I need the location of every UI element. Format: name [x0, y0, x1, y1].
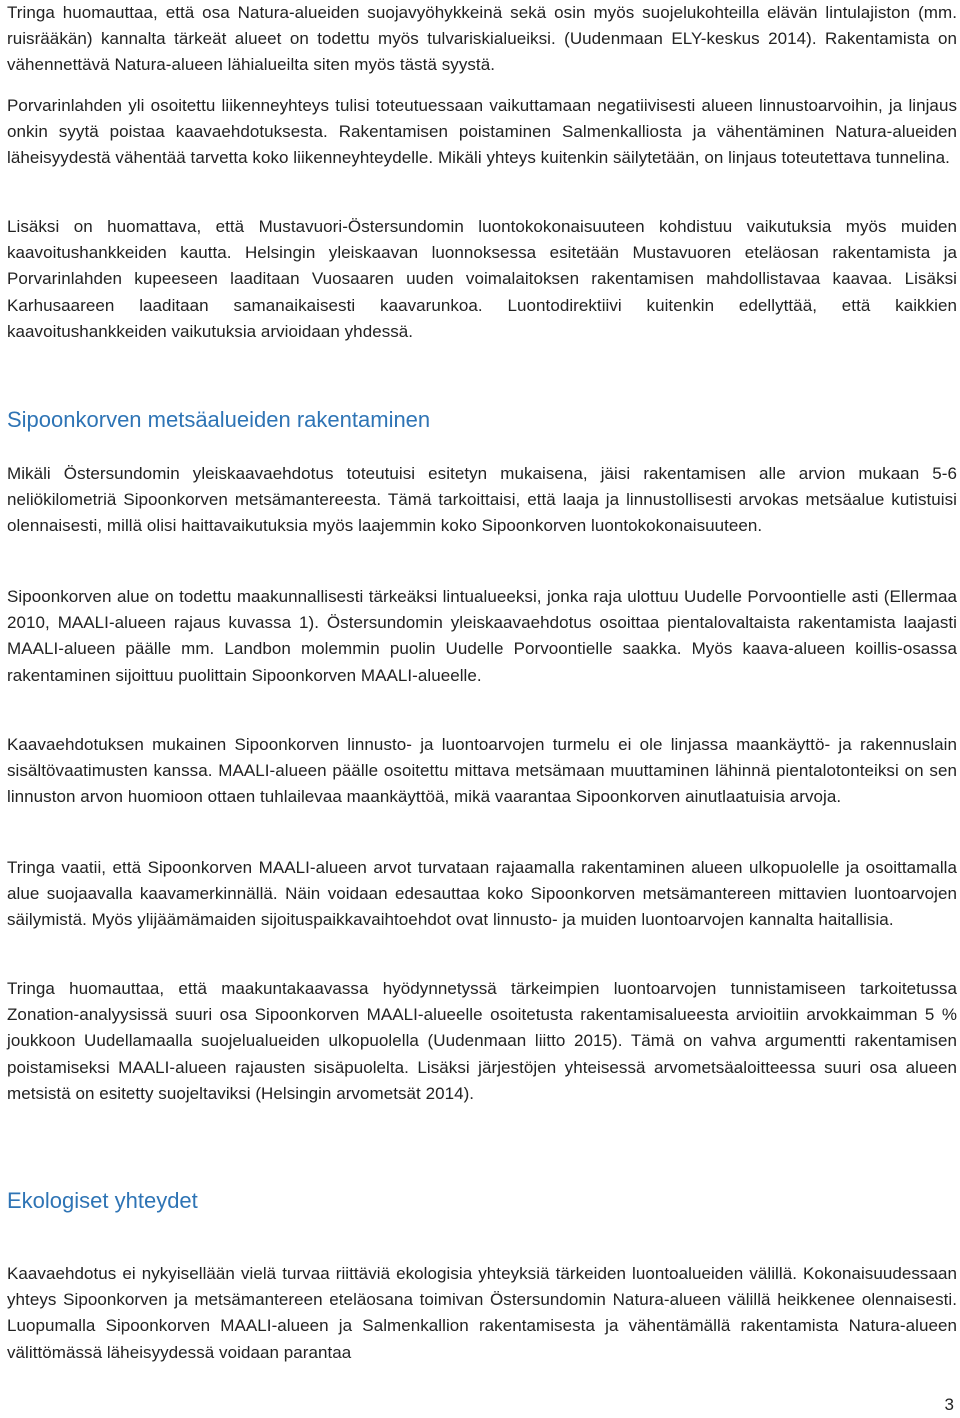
paragraph-tringa-demand: Tringa vaatii, että Sipoonkorven MAALI-alueen arvot turvataan rajaamalla rakentaminen alueen ulkopuolelle ja osoittamalla alue suojaavalla kaavamerkinnällä. Näin voidaan edesauttaa koko Sipoonkorven metsämantereen mittavien luontoarvojen säilymistä. Myös ylijäämämaiden sijoituspaikkavaihtoehdot ovat linnusto- ja muiden luontoarvojen kannalta haitallisia. — [7, 858, 957, 930]
paragraph-porvarinlahti-connection: Porvarinlahden yli osoitettu liikenneyhteys tulisi toteutuessaan vaikuttamaan negatiivisesti alueen linnustoarvoihin, ja linjaus onkin syytä poistaa kaavaehdotuksesta. Rakentamisen poistaminen Salmenkalliosta ja vähentäminen Natura-alueiden läheisyydestä vähentää tarvetta koko liikenneyhteydelle. Mikäli yhteys kuitenkin säilytetään, on linjaus toteutettava tunnelina. — [7, 96, 957, 168]
paragraph-other-plans: Lisäksi on huomattava, että Mustavuori-Östersundomin luontokokonaisuuteen kohdistuu vaikutuksia myös muiden kaavoitushankkeiden kautta. Helsingin yleiskaavan luonnoksessa esitetään Mustavuoren eteläosan rakentamista ja Porvarinlahden kupeeseen laaditaan Vuosaaren uuden voimalaitoksen rakentamisen mahdollistavaa kaavaa. Lisäksi Karhusaareen laaditaan samanaikaisesti kaavarunkoa. Luontodirektiivi kuitenkin edellyttää, että kaikkien kaavoitushankkeiden vaikutuksia arvioidaan yhdessä. — [7, 217, 957, 341]
section-heading-sipoonkorpi: Sipoonkorven metsäalueiden rakentaminen — [7, 407, 431, 432]
section-heading-ekologiset: Ekologiset yhteydet — [7, 1188, 198, 1213]
paragraph-sipoonkorpi-land-use: Kaavaehdotuksen mukainen Sipoonkorven linnusto- ja luontoarvojen turmelu ei ole linjassa maankäyttö- ja rakennuslain sisältövaatimusten kanssa. MAALI-alueen päälle osoitettu mittava metsämaan muuttaminen lähinnä pientalotonteiksi on sen linnuston arvon huomioon ottaen tuhlailevaa maankäyttöä, mikä vaarantaa Sipoonkorven ainutlaatuisia arvoja. — [7, 735, 957, 807]
page-number: 3 — [944, 1395, 954, 1414]
paragraph-sipoonkorpi-area-loss: Mikäli Östersundomin yleiskaavaehdotus toteutuisi esitetyn mukaisena, jäisi rakentamisen alle arvion mukaan 5-6 neliökilometriä Sipoonkorven metsämantereesta. Tämä tarkoittaisi, että laaja ja linnustollisesti arvokas metsäalue kutistuisi olennaisesti, millä olisi haittavaikutuksia myös laajemmin koko Sipoonkorven luontokokonaisuuteen. — [7, 464, 957, 536]
paragraph-ecological-connections: Kaavaehdotus ei nykyisellään vielä turvaa riittäviä ekologisia yhteyksiä tärkeiden luontoalueiden välillä. Kokonaisuudessaan yhteys Sipoonkorven ja metsämantereen eteläosana toimivan Östersundomin Natura-alueen välillä heikkenee olennaisesti. Luopumalla Sipoonkorven MAALI-alueen ja Salmenkallion rakentamisesta ja vähentämällä rakentamista Natura-alueen välittömässä läheisyydessä voidaan parantaa — [7, 1264, 957, 1362]
paragraph-zonation-analysis: Tringa huomauttaa, että maakuntakaavassa hyödynnetyssä tärkeimpien luontoarvojen tunnistamiseen tarkoitetussa Zonation-analyysissä suuri osa Sipoonkorven MAALI-alueelle osoitetusta rakentamisalueesta arvioitiin arvokkaimman 5 % joukkoon Uudellamaalla suojelualueiden ulkopuolella (Uudenmaan liitto 2015). Tämä on vahva argumentti rakentamisen poistamiseksi MAALI-alueen rajausten sisäpuolelta. Lisäksi järjestöjen yhteisessä arvometsäaloitteessa suuri osa alueen metsistä on esitetty suojeltaviksi (Helsingin arvometsät 2014). — [7, 979, 957, 1103]
paragraph-sipoonkorpi-maali: Sipoonkorven alue on todettu maakunnallisesti tärkeäksi lintualueeksi, jonka raja ulottuu Uudelle Porvoontielle asti (Ellermaa 2010, MAALI-alueen rajaus kuvassa 1). Östersundomin yleiskaavaehdotus osoittaa pientalovaltaista rakentamista laajasti MAALI-alueen päälle mm. Landbon molemmin puolin Uudelle Porvoontielle saakka. Myös kaava-alueen koillis-osassa rakentaminen sijoittuu puolittain Sipoonkorven MAALI-alueelle. — [7, 587, 957, 685]
paragraph-natura-flood-risk: Tringa huomauttaa, että osa Natura-alueiden suojavyöhykkeinä sekä osin myös suojelukohteilla elävän lintulajiston (mm. ruisrääkän) kannalta tärkeät alueet on todettu myös tulvariskialueiksi. (Uudenmaan ELY-keskus 2014). Rakentamista on vähennettävä Natura-alueen lähialueilta siten myös tästä syystä. — [7, 3, 957, 75]
